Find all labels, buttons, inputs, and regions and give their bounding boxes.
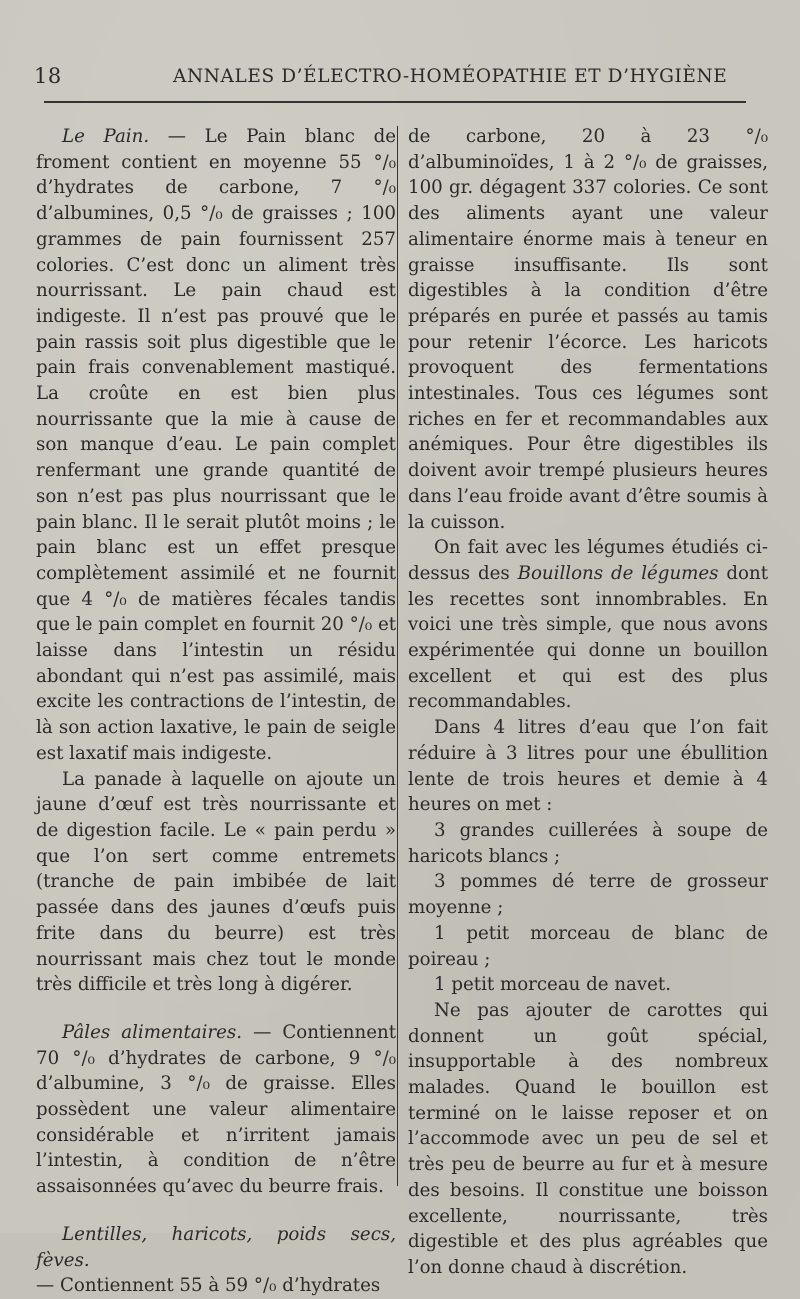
column-divider xyxy=(397,126,398,1186)
recipe-item-poireau: 1 petit morceau de blanc de poireau ; xyxy=(408,922,768,970)
paragraph-bread xyxy=(36,124,396,767)
section-title-pasta: Pâles alimentaires. xyxy=(62,1021,242,1043)
paragraph-recipe-notes: Ne pas ajouter de carottes qui donnent un goût spécial, insupportable à des nombreux malades. Quand le bouillon est terminé on le laisse reposer et on l’accommode avec un peu de sel et très peu de beurre au fur et à mesure des besoins. Il constitue une boisson excellente, nourrissante, très digestible et des plus agréables que l’on donne chaud à discrétion. xyxy=(408,999,768,1278)
section-title-legumes: Lentilles, haricots, poids secs, fèves. xyxy=(36,1223,396,1271)
paragraph-panade: La panade à laquelle on ajoute un jaune d’œuf est très nourrissante et de digestion facile. Le « pain perdu » que l’on sert comme entremets (tranche de pain imbibée de lait passée dans des jaunes d’œufs puis frite dans du beurre) est très nourrissant mais chez tout le monde très difficile et très long à digérer. xyxy=(36,768,396,996)
paragraph-bouillons-after: dont les recettes sont innombrables. En voici une très simple, que nous avons expérimentée qui donne un bouillon excellent et qui est des plus recommandables. xyxy=(408,562,768,713)
paragraph-recipe-intro: Dans 4 litres d’eau que l’on fait réduire à 3 litres pour une ébullition lente de trois heures et demie à 4 heures on met : xyxy=(408,717,768,816)
page-header xyxy=(28,60,748,90)
left-column xyxy=(36,124,396,1299)
section-title-bread: Le Pain. xyxy=(62,126,150,147)
paragraph-pasta-text: — Contiennent 70 °/₀ d’hydrates de carbone, 9 °/₀ d’albumine, 3 °/₀ de graisse. Elles possèdent une valeur alimentaire considérable et n’irritent jamais l’intestin, à condition de n’être assaisonnées qu’avec du beurre frais. xyxy=(36,1021,397,1198)
right-column xyxy=(408,124,768,1281)
paragraph-legumes-start: — Contiennent 55 à 59 °/₀ d’hydrates xyxy=(36,1275,381,1297)
recipe-item-pommes: 3 pommes dé terre de grosseur moyenne ; xyxy=(408,871,768,919)
paragraph-legumes-continued: de carbone, 20 à 23 °/₀ d’albuminoïdes, 1 à 2 °/₀ de graisses, 100 gr. dégagent 337 colories. Ce sont des aliments ayant une valeur alimentaire énorme mais à teneur en graisse insuffisante. Ils sont digestibles à la condition d’être préparés en purée et passés au tamis pour retenir l’écorce. Les haricots provoquent des fermentations intestinales. Tous ces légumes sont riches en fer et recommandables aux anémiques. Pour être digestibles ils doivent avoir trempé plusieurs heures dans l’eau froide avant d’être soumis à la cuisson. xyxy=(408,126,768,533)
paragraph-bouillons-before: On fait avec les légumes étudiés ci-dessus des xyxy=(408,537,768,584)
running-title: ANNALES D’ÉLECTRO-HOMÉOPATHIE ET D’HYGIÈNE xyxy=(173,66,728,87)
recipe-item-haricots: 3 grandes cuillerées à soupe de haricots blancs ; xyxy=(408,819,768,867)
paragraph-bread-text: — Le Pain blanc de froment contient en moyenne 55 °/₀ d’hydrates de carbone, 7 °/₀ d’albumines, 0,5 °/₀ de graisses ; 100 grammes de pain fournissent 257 colories. C’est donc un aliment très nourrissant. Le pain chaud est indigeste. Il n’est pas prouvé que le pain rassis soit plus digestible que le pain frais convenablement mastiqué. La croûte en est bien plus nourrissante que la mie à cause de son manque d’eau. Le pain complet renfermant une grande quantité de son n’est pas plus nourrissant que le pain blanc. Il le serait plutôt moins ; le pain blanc est un effet presque complètement assimilé et ne fournit que 4 °/₀ de matières fécales tandis que le pain complet en fournit 20 °/₀ et laisse dans l’intestin un résidu abondant qui n’est pas assimilé, mais excite les contractions de l’intestin, de là son action laxative, le pain de seigle est laxatif mais indigeste. xyxy=(36,126,397,764)
paragraph-bouillons xyxy=(408,535,768,715)
page-number: 18 xyxy=(34,64,62,88)
header-rule xyxy=(44,101,746,103)
recipe-item-navet: 1 petit morceau de navet. xyxy=(434,974,672,996)
bouillons-title: Bouillons de légumes xyxy=(517,562,719,584)
paragraph-pasta xyxy=(36,1020,396,1200)
